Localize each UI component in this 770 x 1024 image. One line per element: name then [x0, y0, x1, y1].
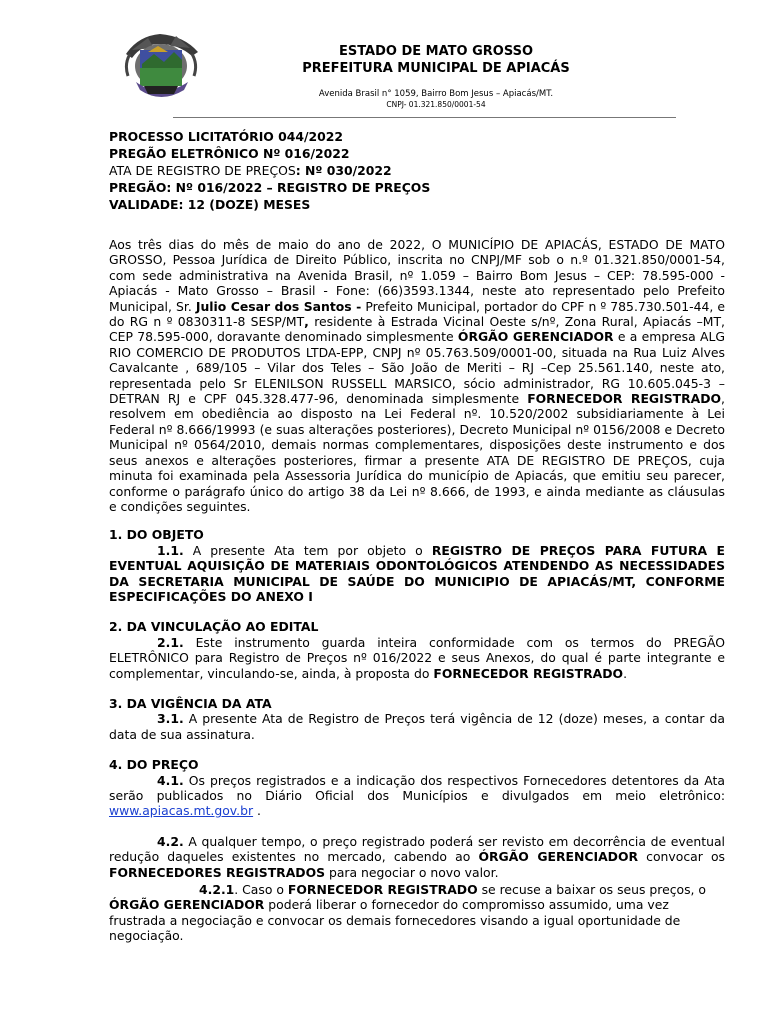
- clause-bold: FORNECEDOR REGISTRADO: [287, 882, 478, 898]
- intro-bold-fornecedor: FORNECEDOR REGISTRADO: [527, 391, 722, 407]
- clause-bold: ÓRGÃO GERENCIADOR: [109, 897, 265, 913]
- process-header-block: [109, 128, 669, 213]
- ata-label: ATA DE REGISTRO DE PREÇOS: [109, 163, 296, 178]
- section-paragraph: [109, 711, 725, 742]
- intro-text-5: , resolvem em obediência ao disposto na Lei Federal nº. 10.520/2002 subsidiariamente à Lei Federal nº 8.666/19993 (e suas alterações posteriores), Decreto Municipal nº 0156/2008 e Decreto Municipal nº 0564/2010, demais normas complementares, disposições deste instrumento e dos seus anexos e alterações posteriores, firmar a presente ATA DE REGISTRO DE PREÇOS, cuja minuta foi examinada pela Assessoria Jurídica do município de Apiacás, que emitiu seu parecer, conforme o parágrafo único do artigo 38 da Lei nº 8.666, de 1993, e ainda mediante as cláusulas e condições seguintes.: [109, 391, 725, 514]
- intro-paragraph: [109, 237, 725, 514]
- clause-bold: REGISTRO DE PREÇOS PARA FUTURA E EVENTUAL AQUISIÇÃO DE MATERIAIS ODONTOLÓGICOS ATENDENDO AS NECESSIDADES DA SECRETARIA MUNICIPAL DE SAÚDE DO MUNICIPIO DE APIACÁS/MT, CONFORME ESPECIFICAÇÕES DO ANEXO I: [109, 542, 725, 604]
- section-title: 1. DO OBJETO: [109, 527, 204, 543]
- clause-text: Este instrumento guarda inteira conformidade com os termos do PREGÃO ELETRÔNICO para Registro de Preços nº 016/2022 e seus Anexos, do qual é parte integrante e complementar, vinculando-se, ainda, à proposta do: [109, 634, 725, 681]
- clause-text: A presente Ata tem por objeto o: [183, 542, 432, 558]
- header-divider: [173, 117, 676, 118]
- section-paragraph: [109, 635, 725, 681]
- clause-bold: FORNECEDORES REGISTRADOS: [109, 864, 326, 880]
- clause-number: 4.2.1: [199, 882, 235, 898]
- clause-number: 4.1.: [157, 772, 184, 788]
- intro-text-3: residente à Estrada Vicinal Oeste s/nº, Zona Rural, Apiacás –MT, CEP 78.595-000, doravante denominado simplesmente: [109, 314, 725, 345]
- section-paragraph: [109, 543, 725, 605]
- ata-number: [109, 162, 669, 179]
- section-vigencia: [109, 696, 725, 742]
- section-paragraph: [109, 834, 725, 880]
- clause-bold: FORNECEDOR REGISTRADO: [433, 665, 624, 681]
- process-number: PROCESSO LICITATÓRIO 044/2022: [109, 129, 344, 144]
- intro-bold-comma: ,: [304, 314, 309, 330]
- clause-text: A qualquer tempo, o preço registrado poderá ser revisto em decorrência de eventual redução daqueles existentes no mercado, cabendo ao: [109, 833, 725, 865]
- section-title: 2. DA VINCULAÇÃO AO EDITAL: [109, 619, 319, 635]
- website-link[interactable]: www.apiacas.mt.gov.br: [109, 803, 254, 819]
- clause-number: 2.1.: [157, 634, 184, 650]
- header-address: Avenida Brasil n° 1059, Bairro Bom Jesus – Apiacás/MT.: [318, 89, 554, 99]
- clause-text: . Caso o: [234, 882, 288, 898]
- clause-end: .: [623, 665, 628, 681]
- pregao-registro: PREGÃO: Nº 016/2022 – REGISTRO DE PREÇOS: [109, 180, 431, 195]
- intro-text-2: Prefeito Municipal, portador do CPF n º 785.730.501-44, e do RG n º 0830311-8 SESP/MT: [109, 298, 725, 330]
- header-cnpj: CNPJ- 01.321.850/0001-54: [386, 100, 486, 109]
- clause-text: A presente Ata de Registro de Preços terá vigência de 12 (doze) meses, a contar da data de sua assinatura.: [109, 711, 725, 742]
- ata-value: : Nº 030/2022: [295, 163, 392, 178]
- section-title: 4. DO PREÇO: [109, 757, 199, 773]
- header-prefecture: PREFEITURA MUNICIPAL DE APIACÁS: [302, 61, 570, 76]
- clause-end: .: [253, 803, 261, 819]
- document-body: [109, 237, 725, 944]
- clause-number: 1.1.: [157, 542, 184, 558]
- clause-text: Os preços registrados e a indicação dos respectivos Fornecedores detentores da Ata serão publicados no Diário Oficial dos Municípios e divulgados em meio eletrônico:: [109, 772, 725, 803]
- clause-number: 3.1.: [157, 711, 184, 727]
- clause-text: convocar os: [638, 849, 725, 865]
- intro-bold-orgao: ÓRGÃO GERENCIADOR: [457, 329, 614, 345]
- clause-number: 4.2.: [157, 833, 184, 849]
- intro-text-4: e a empresa ALG RIO COMERCIO DE PRODUTOS LTDA-EPP, CNPJ nº 05.763.509/0001-00, situada na Rua Luiz Alves Cavalcante , 689/105 – Vilar dos Teles – São João de Meriti – RJ –Cep 25.561.140, neste ato, representada pelo Sr ELENILSON RUSSELL MARSICO, sócio administrador, RG 10.605.045-3 – DETRAN RJ e CPF 045.328.477-96, denominada simplesmente: [109, 329, 725, 407]
- clause-text: se recuse a baixar os seus preços, o: [477, 882, 707, 898]
- header-state: ESTADO DE MATO GROSSO: [338, 44, 534, 59]
- pregao-number: PREGÃO ELETRÔNICO Nº 016/2022: [109, 146, 350, 161]
- validity: VALIDADE: 12 (DOZE) MESES: [109, 197, 311, 212]
- intro-bold-mayor: Julio Cesar dos Santos -: [195, 298, 362, 314]
- section-paragraph: [109, 882, 725, 944]
- section-title: 3. DA VIGÊNCIA DA ATA: [109, 695, 272, 711]
- section-preco: [109, 757, 725, 943]
- section-vinculacao: [109, 619, 725, 681]
- municipal-crest-logo: [118, 24, 204, 104]
- intro-text-1: Aos três dias do mês de maio do ano de 2022, O MUNICÍPIO DE APIACÁS, ESTADO DE MATO GROSSO, Pessoa Jurídica de Direito Público, inscrita no CNPJ/MF sob o n.º 01.321.850/0001-54, com sede administrativa na Avenida Brasil, nº 1.059 – Bairro Bom Jesus – CEP: 78.595-000 - Apiacás - Mato Grosso – Brasil - Fone: (66)3593.1344, neste ato representado pelo Prefeito Municipal, Sr.: [109, 237, 725, 314]
- clause-bold: ÓRGÃO GERENCIADOR: [478, 849, 639, 865]
- section-paragraph: [109, 773, 725, 819]
- clause-text: para negociar o novo valor.: [325, 864, 499, 880]
- clause-text: poderá liberar o fornecedor do compromisso assumido, uma vez frustrada a negociação e convocar os demais fornecedores visando a igual oportunidade de negociação.: [109, 897, 681, 944]
- section-objeto: [109, 527, 725, 604]
